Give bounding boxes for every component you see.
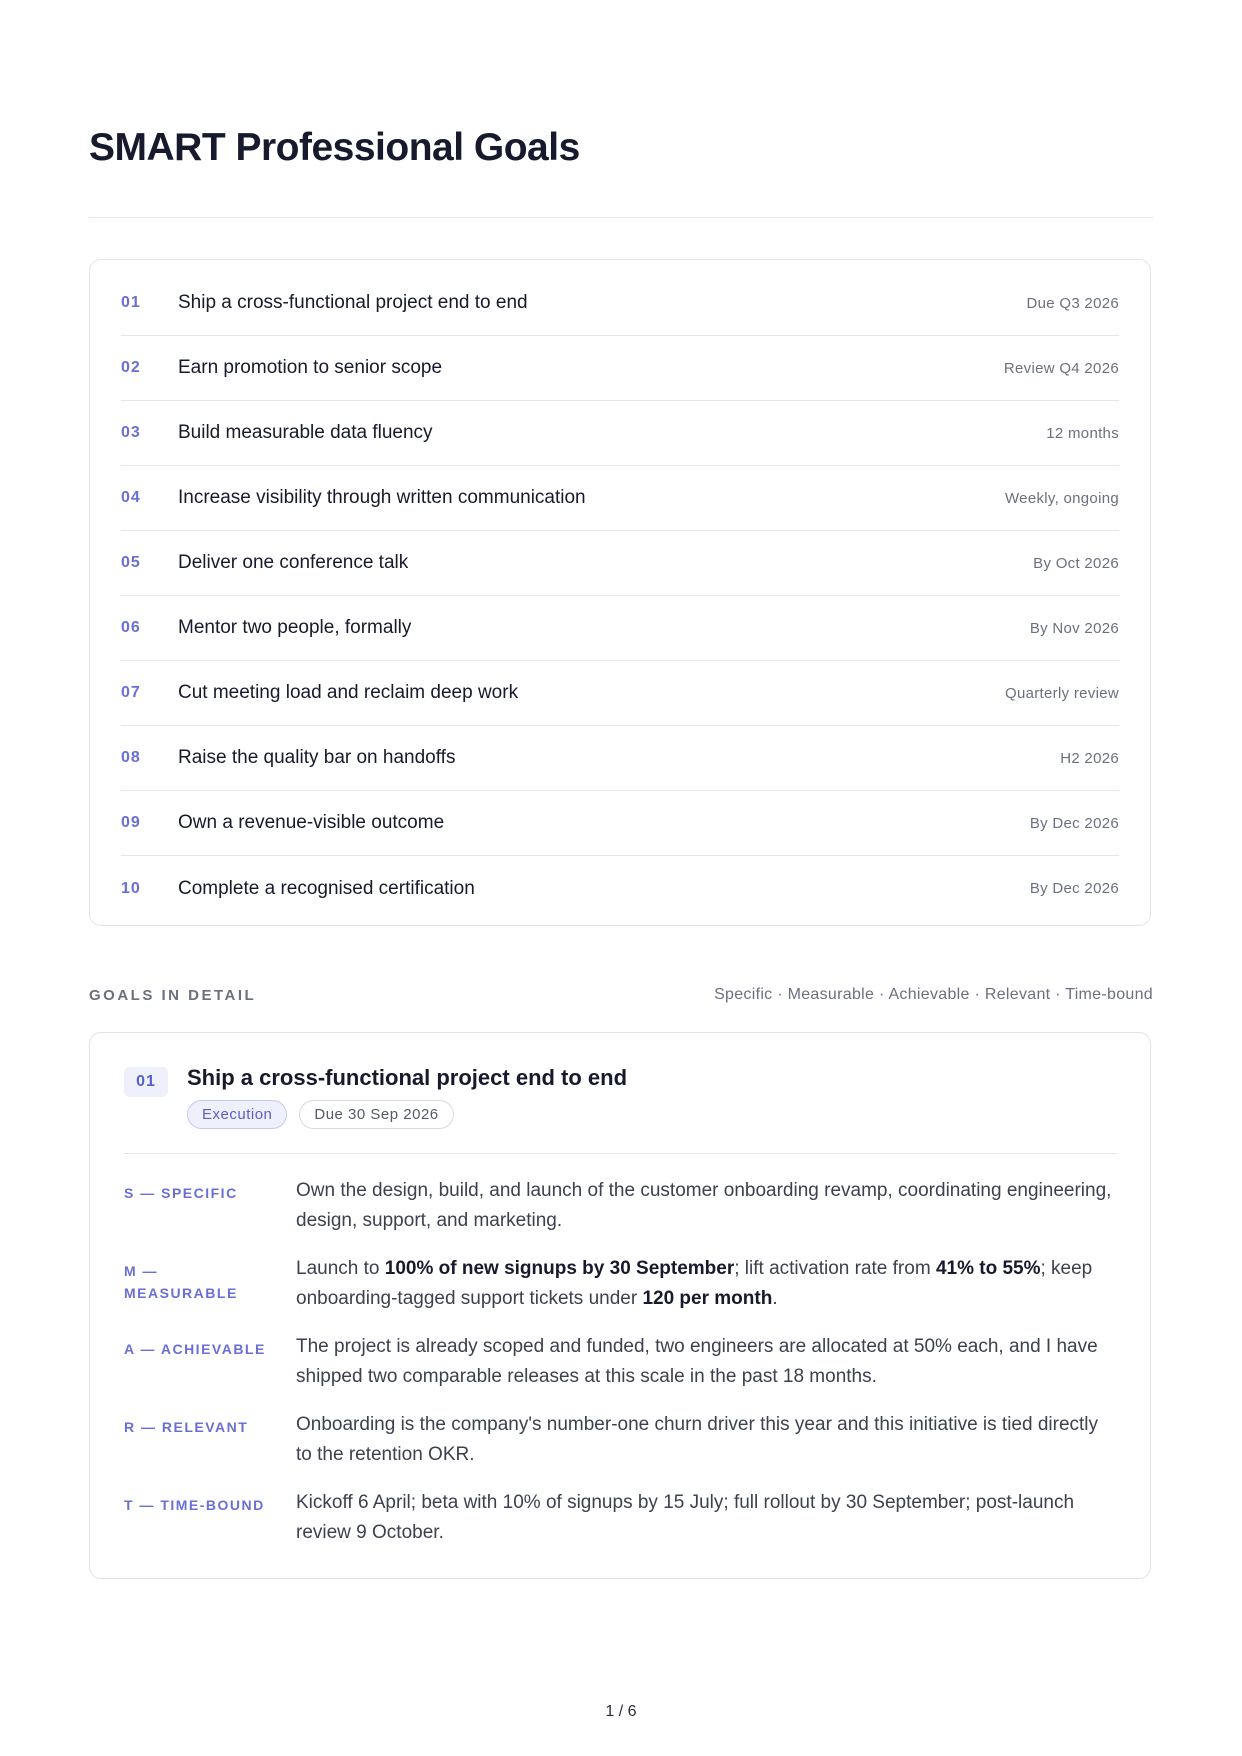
goal-row[interactable] [121, 271, 1119, 336]
text-span: Launch to [296, 1258, 385, 1279]
goal-title: Earn promotion to senior scope [178, 357, 443, 378]
criterion-text: Onboarding is the company's number-one churn driver this year and this initiative is tied directly to the retention OKR. [296, 1414, 1099, 1465]
highlight-signups: 100% of new signups by 30 September [384, 1258, 735, 1279]
highlight-tickets: 120 per month [642, 1288, 773, 1309]
goal-due: Weekly, ongoing [1004, 489, 1119, 507]
goal-number: 03 [121, 424, 141, 441]
goal-due: By Nov 2026 [1029, 619, 1119, 637]
due-date-tag: Due 30 Sep 2026 [299, 1100, 453, 1129]
goal-number: 04 [121, 489, 141, 506]
goal-title: Mentor two people, formally [178, 617, 412, 638]
goal-title: Cut meeting load and reclaim deep work [178, 682, 519, 703]
smart-criteria [124, 1176, 1117, 1566]
goal-number: 06 [121, 619, 141, 636]
criterion-measurable [124, 1254, 1117, 1314]
text-span: . [772, 1288, 778, 1309]
goal-title: Raise the quality bar on handoffs [178, 747, 456, 768]
goal-row[interactable] [121, 466, 1119, 531]
goals-list [121, 271, 1119, 921]
criterion-text [296, 1254, 1117, 1314]
text-span: ; keep onboarding-tagged support tickets under [296, 1258, 1093, 1309]
page-number: 1 / 6 [605, 1703, 637, 1720]
criterion-text: Kickoff 6 April; beta with 10% of signups by 15 July; full rollout by 30 September; post-launch review 9 October. [296, 1492, 1075, 1543]
goal-due: By Dec 2026 [1029, 880, 1119, 897]
smart-legend: Specific · Measurable · Achievable · Relevant · Time-bound [714, 986, 1153, 1003]
detail-divider [124, 1153, 1117, 1154]
criterion-relevant [124, 1410, 1117, 1470]
criterion-label: A — ACHIEVABLE [124, 1341, 266, 1357]
goal-row[interactable] [121, 856, 1119, 921]
goal-title: Complete a recognised certification [178, 877, 475, 899]
goal-number-badge: 01 [124, 1067, 168, 1097]
page-title: SMART Professional Goals [89, 126, 580, 169]
goal-detail-title: Ship a cross-functional project end to end [187, 1065, 628, 1090]
goal-title: Own a revenue-visible outcome [178, 812, 445, 833]
criterion-achievable [124, 1332, 1117, 1392]
goal-due: By Dec 2026 [1029, 814, 1119, 832]
goal-row[interactable] [121, 596, 1119, 661]
criterion-label: T — TIME-BOUND [124, 1497, 265, 1513]
criterion-text: The project is already scoped and funded, two engineers are allocated at 50% each, and I have shipped two comparable releases at this scale in the past 18 months. [296, 1336, 1098, 1387]
goal-number: 02 [121, 359, 141, 376]
goal-row[interactable] [121, 401, 1119, 466]
criterion-text: Own the design, build, and launch of the customer onboarding revamp, coordinating engineering, design, support, and marketing. [296, 1180, 1112, 1231]
goal-number: 09 [121, 814, 141, 831]
goal-title: Deliver one conference talk [178, 552, 409, 573]
goal-row[interactable] [121, 336, 1119, 401]
goal-row[interactable] [121, 726, 1119, 791]
goal-number: 10 [121, 879, 141, 897]
goal-due: Quarterly review [1005, 684, 1119, 702]
goal-title: Build measurable data fluency [178, 422, 433, 443]
highlight-activation: 41% to 55% [935, 1258, 1041, 1279]
goal-due: By Oct 2026 [1033, 554, 1119, 572]
criterion-specific [124, 1176, 1117, 1236]
goal-due: Review Q4 2026 [1003, 359, 1119, 377]
goal-number: 08 [121, 749, 141, 766]
category-tag: Execution [187, 1100, 287, 1129]
goal-due: 12 months [1046, 424, 1119, 442]
criterion-time-bound [124, 1488, 1117, 1548]
criterion-label: S — SPECIFIC [124, 1185, 238, 1201]
section-header [89, 986, 1153, 1004]
goals-summary-card [89, 259, 1151, 926]
goal-due: Due Q3 2026 [1026, 294, 1119, 312]
goal-title: Ship a cross-functional project end to end [178, 292, 528, 313]
goal-title: Increase visibility through written communication [178, 487, 586, 508]
criterion-label: R — RELEVANT [124, 1419, 249, 1435]
criterion-label: M — MEASURABLE [124, 1263, 238, 1301]
goal-row[interactable] [121, 531, 1119, 596]
goal-row[interactable] [121, 791, 1119, 856]
goal-number: 07 [121, 684, 141, 701]
goal-row[interactable] [121, 661, 1119, 726]
goal-number: 01 [121, 294, 141, 311]
text-span: ; lift activation rate from [734, 1258, 936, 1279]
section-label: GOALS IN DETAIL [89, 986, 257, 1004]
goal-number: 05 [121, 554, 141, 571]
title-divider [89, 217, 1153, 218]
goal-detail-card [89, 1032, 1151, 1579]
goal-tags [187, 1100, 454, 1129]
goal-due: H2 2026 [1060, 749, 1119, 767]
